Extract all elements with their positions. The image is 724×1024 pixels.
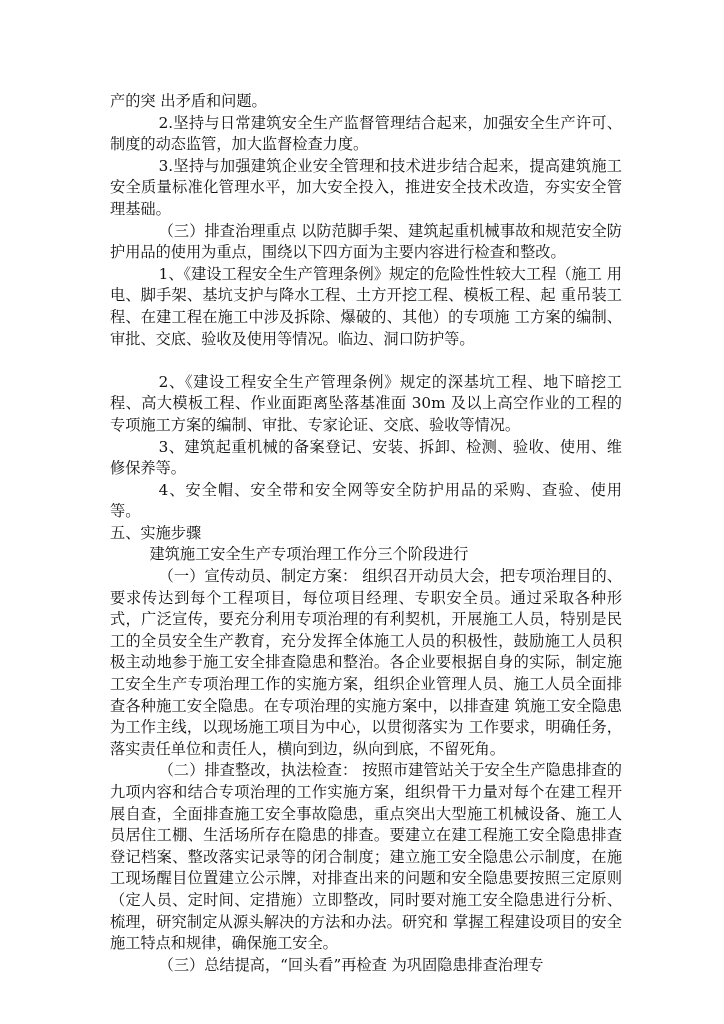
paragraph-stage-2: （二）排查整改，执法检查： 按照市建管站关于安全生产隐患排查的九项内容和结合专项治理的工作实施方案，组织骨干力量对每个在建工程开展自查，全面排查施工安全事故隐患，重点突出大型施工机械设备、施工人员居住工棚、生活场所存在隐患的排查。要建立在建工程施工安全隐患排查登记档案、整改落实记录等的闭合制度；建立施工安全隐患公示制度，在施工现场醒目位置建立公示牌，对排查出来的问题和安全隐患要按照三定原则（定人员、定时间、定措施）立即整改，同时要对施工安全隐患进行分析、梳理，研究制定从源头解决的方法和办法。研究和 掌握工程建设项目的安全施工特点和规律，确保施工安全。 xyxy=(110,761,622,953)
paragraph-stages-intro: 建筑施工安全生产专项治理工作分三个阶段进行 xyxy=(149,545,469,564)
paragraph-continuation: 产的突 出矛盾和问题。 xyxy=(110,92,267,110)
paragraph-stage-3: （三）总结提高，“回头看”再检查 为巩固隐患排查治理专 xyxy=(158,955,544,974)
paragraph-gap xyxy=(110,350,622,372)
section-heading-implementation-steps: 五、实施步骤 xyxy=(110,523,202,542)
paragraph-section-3-key-points: （三）排查治理重点 以防范脚手架、建筑起重机械事故和规范安全防护用品的使用为重点，围绕以下四方面为主要内容进行检查和整改。 xyxy=(110,221,622,262)
paragraph-point-2: 2、《建设工程安全生产管理条例》规定的深基坑工程、地下暗挖工程、高大模板工程、作业面距离坠落基准面 30m 及以上高空作业的工程的专项施工方案的编制、审批、专家论证、交底、验收等情况。 xyxy=(110,372,622,434)
paragraph-point-4: 4、安全帽、安全带和安全网等安全防护用品的采购、查验、使用等。 xyxy=(110,480,622,521)
paragraph-item-3: 3.坚持与加强建筑企业安全管理和技术进步结合起来，提高建筑施工安全质量标准化管理水平，加大安全投入，推进安全技术改造，夯实安全管理基础。 xyxy=(110,156,622,218)
paragraph-stage-1: （一）宣传动员、制定方案： 组织召开动员大会，把专项治理目的、要求传达到每个工程项目，每位项目经理、专职安全员。通过采取各种形式，广泛宣传，要充分利用专项治理的有利契机，开展施工人员，特别是民工的全员安全生产教育，充分发挥全体施工人员的积极性，鼓励施工人员积极主动地参于施工安全排查隐患和整治。各企业要根据自身的实际，制定施工安全生产专项治理工作的实施方案，组织企业管理人员、施工人员全面排查各种施工安全隐患。在专项治理的实施方案中，以排查建 筑施工安全隐患为工作主线，以现场施工项目为中心，以贯彻落实为 工作要求，明确任务，落实责任单位和责任人，横向到边，纵向到底，不留死角。 xyxy=(110,567,622,758)
paragraph-point-3: 3、建筑起重机械的备案登记、安装、拆卸、检测、验收、使用、维修保养等。 xyxy=(110,437,622,478)
document-page xyxy=(110,91,622,976)
paragraph-item-2: 2.坚持与日常建筑安全生产监督管理结合起来，加强安全生产许可、制度的动态监管，加大监督检查力度。 xyxy=(110,113,622,154)
paragraph-point-1: 1、《建设工程安全生产管理条例》规定的危险性性较大工程（施工 用电、脚手架、基坑支护与降水工程、土方开挖工程、模板工程、起 重吊装工程、在建工程在施工中涉及拆除、爆破的、其他）的专项施 工方案的编制、审批、交底、验收及使用等情况。临边、洞口防护等。 xyxy=(110,264,622,348)
